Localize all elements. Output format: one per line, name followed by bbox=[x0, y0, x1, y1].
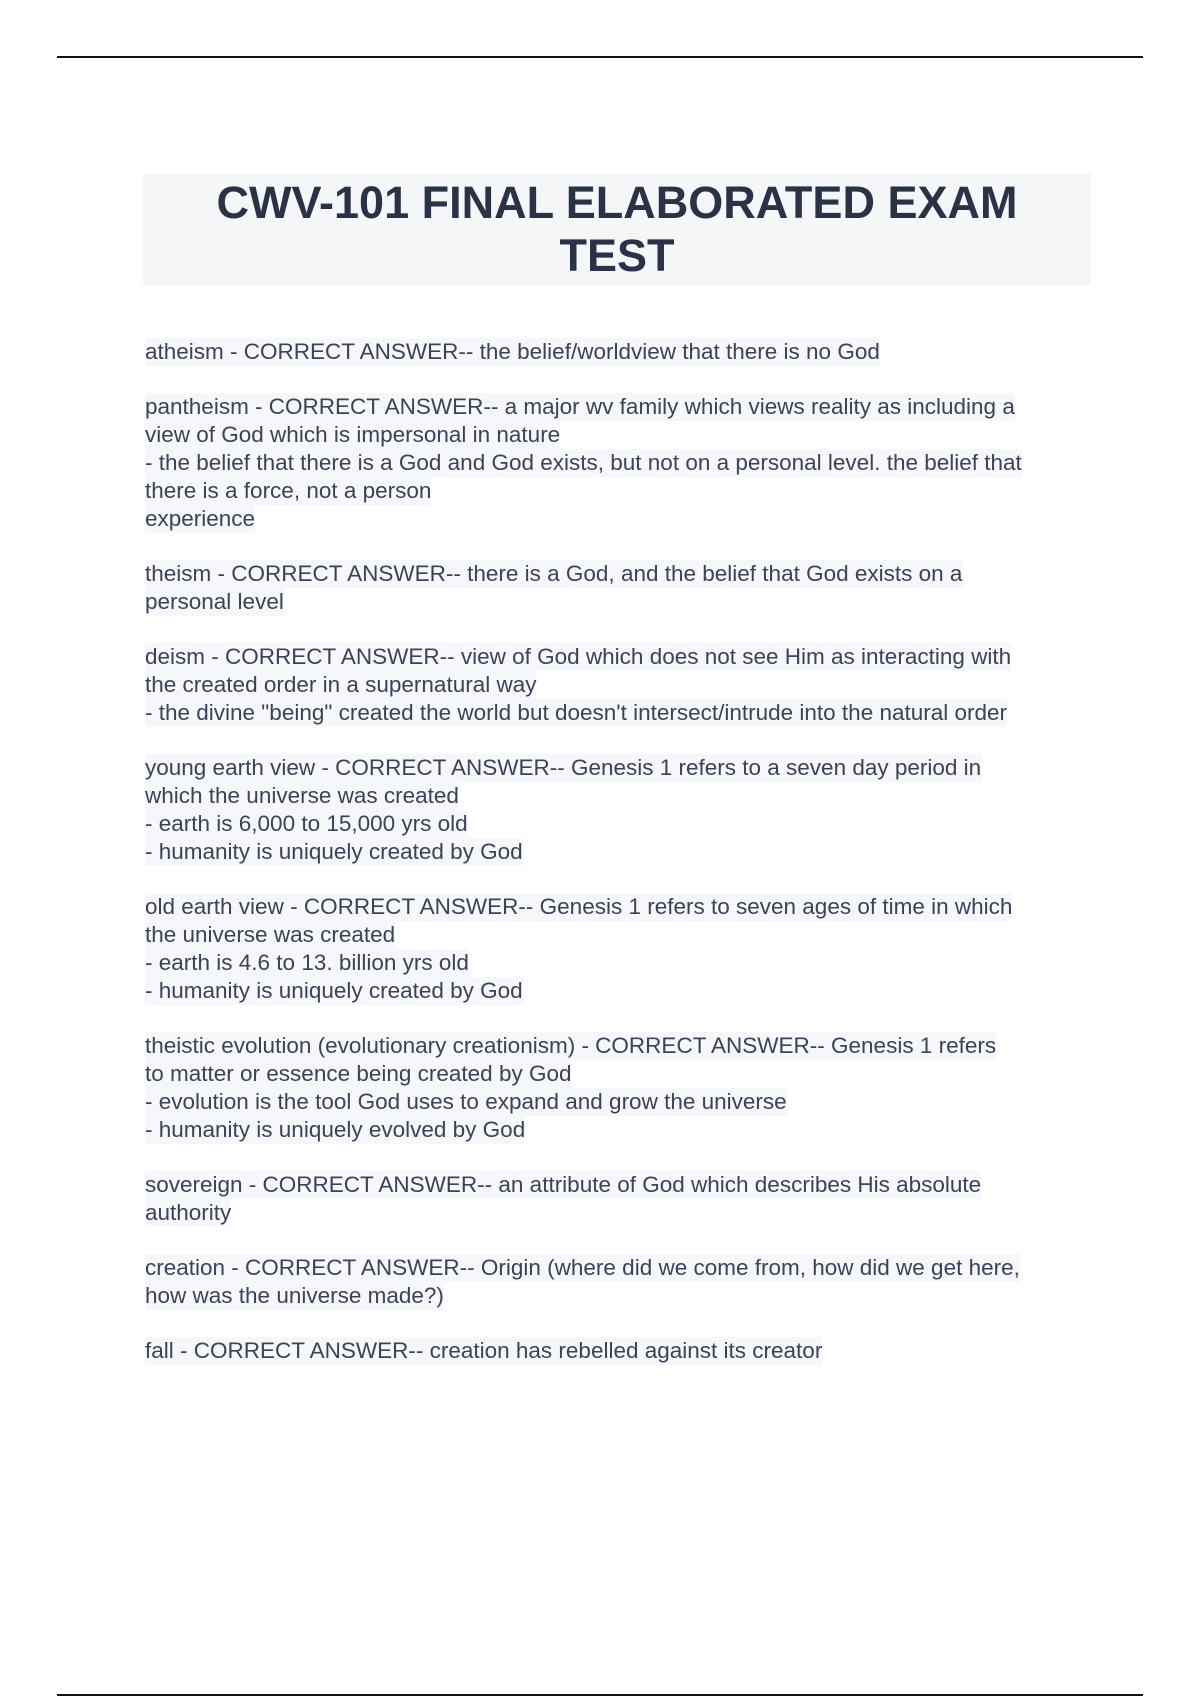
title-line-2: TEST bbox=[559, 230, 675, 281]
entry-text-line: pantheism - CORRECT ANSWER-- a major wv family which views reality as including a bbox=[145, 394, 1015, 419]
entry-text-line: there is a force, not a person bbox=[145, 478, 432, 503]
entry-text-line: old earth view - CORRECT ANSWER-- Genesis 1 refers to seven ages of time in which bbox=[145, 894, 1013, 919]
qa-entry bbox=[145, 1337, 1095, 1365]
qa-list bbox=[145, 338, 1095, 1392]
entry-text-line: fall - CORRECT ANSWER-- creation has rebelled against its creator bbox=[145, 1338, 823, 1363]
qa-entry bbox=[145, 754, 1095, 866]
entry-text-line: view of God which is impersonal in nature bbox=[145, 422, 561, 447]
entry-text-line: sovereign - CORRECT ANSWER-- an attribute of God which describes His absolute bbox=[145, 1172, 982, 1197]
footer-rule bbox=[57, 1694, 1143, 1696]
entry-text-line: - humanity is uniquely evolved by God bbox=[145, 1117, 526, 1142]
entry-text-line: deism - CORRECT ANSWER-- view of God which does not see Him as interacting with bbox=[145, 644, 1012, 669]
entry-text-line: authority bbox=[145, 1200, 232, 1225]
entry-text-line: to matter or essence being created by God bbox=[145, 1061, 572, 1086]
entry-text-line: - evolution is the tool God uses to expand and grow the universe bbox=[145, 1089, 787, 1114]
entry-text-line: - earth is 6,000 to 15,000 yrs old bbox=[145, 811, 468, 836]
title-banner bbox=[143, 173, 1091, 285]
entry-text-line: - earth is 4.6 to 13. billion yrs old bbox=[145, 950, 469, 975]
title-line-1: CWV-101 FINAL ELABORATED EXAM bbox=[216, 177, 1018, 228]
entry-text-line: experience bbox=[145, 506, 256, 531]
entry-text-line: the universe was created bbox=[145, 922, 396, 947]
entry-text-line: theistic evolution (evolutionary creationism) - CORRECT ANSWER-- Genesis 1 refers bbox=[145, 1033, 997, 1058]
entry-text-line: young earth view - CORRECT ANSWER-- Genesis 1 refers to a seven day period in bbox=[145, 755, 982, 780]
qa-entry bbox=[145, 338, 1095, 366]
entry-text-line: - humanity is uniquely created by God bbox=[145, 839, 523, 864]
entry-text-line: personal level bbox=[145, 589, 284, 614]
qa-entry bbox=[145, 893, 1095, 1005]
entry-text-line: theism - CORRECT ANSWER-- there is a God, and the belief that God exists on a bbox=[145, 561, 963, 586]
qa-entry bbox=[145, 1032, 1095, 1144]
entry-text-line: creation - CORRECT ANSWER-- Origin (where did we come from, how did we get here, bbox=[145, 1255, 1020, 1280]
qa-entry bbox=[145, 1254, 1095, 1310]
entry-text-line: atheism - CORRECT ANSWER-- the belief/worldview that there is no God bbox=[145, 339, 880, 364]
entry-text-line: - the belief that there is a God and God exists, but not on a personal level. the belief that bbox=[145, 450, 1022, 475]
entry-text-line: - humanity is uniquely created by God bbox=[145, 978, 523, 1003]
entry-text-line: how was the universe made?) bbox=[145, 1283, 444, 1308]
page-title bbox=[217, 176, 1018, 282]
entry-text-line: - the divine "being" created the world but doesn't intersect/intrude into the natural order bbox=[145, 700, 1008, 725]
qa-entry bbox=[145, 560, 1095, 616]
header-rule bbox=[57, 56, 1143, 58]
qa-entry bbox=[145, 643, 1095, 727]
qa-entry bbox=[145, 393, 1095, 533]
qa-entry bbox=[145, 1171, 1095, 1227]
entry-text-line: which the universe was created bbox=[145, 783, 459, 808]
entry-text-line: the created order in a supernatural way bbox=[145, 672, 537, 697]
